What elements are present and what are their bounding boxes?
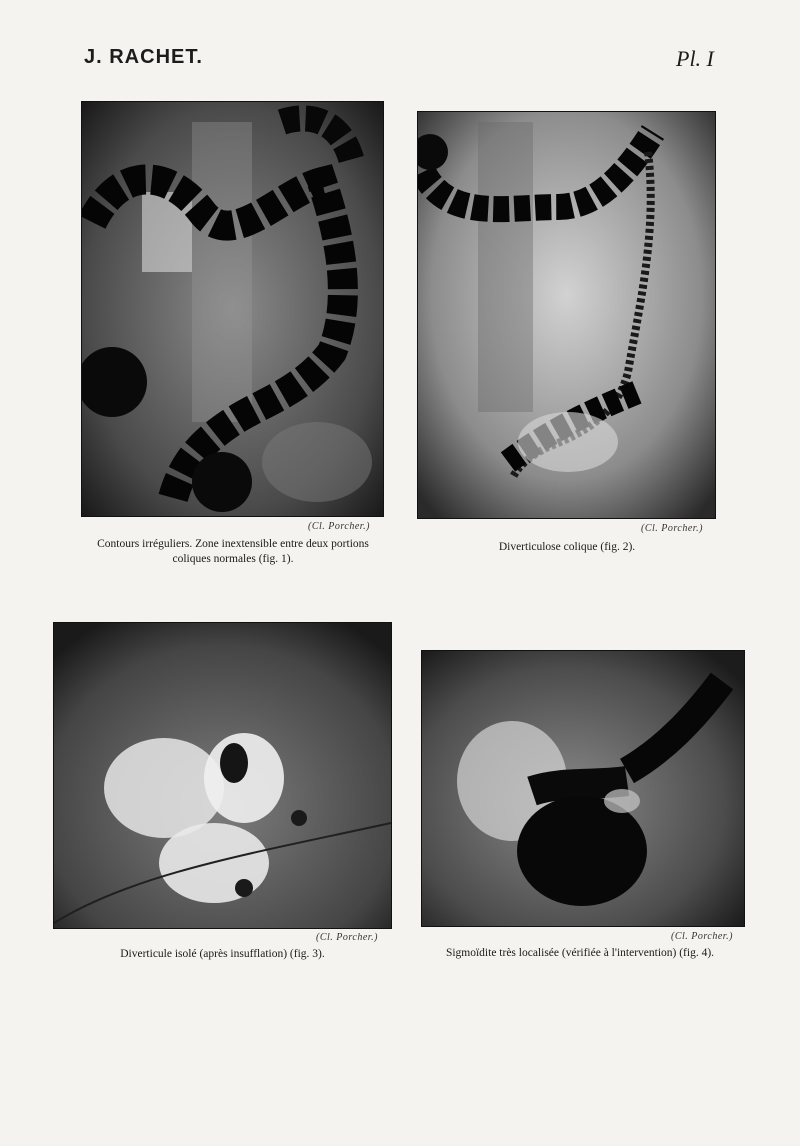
plate-number: Pl. I xyxy=(676,46,714,71)
figure-4-caption: Sigmoïdite très localisée (vérifiée à l'intervention) (fig. 4). xyxy=(445,947,715,959)
xray-figure-4 xyxy=(421,650,745,927)
figure-3-credit: (Cl. Porcher.) xyxy=(316,932,378,943)
xray-figure-3 xyxy=(53,622,392,929)
figure-2-caption: Diverticulose colique (fig. 2). xyxy=(498,541,636,553)
page-author: J. RACHET. xyxy=(84,46,203,68)
xray-figure-2 xyxy=(417,111,716,519)
figure-4-credit: (Cl. Porcher.) xyxy=(671,931,733,942)
figure-2-credit: (Cl. Porcher.) xyxy=(641,523,703,534)
figure-3-caption: Diverticule isolé (après insufflation) (fig. 3). xyxy=(120,948,325,960)
figure-1-caption: Contours irréguliers. Zone inextensible entre deux portions coliques normales (fig. 1). xyxy=(97,538,369,565)
xray-figure-1 xyxy=(81,101,384,517)
figure-1-credit: (Cl. Porcher.) xyxy=(308,521,370,532)
